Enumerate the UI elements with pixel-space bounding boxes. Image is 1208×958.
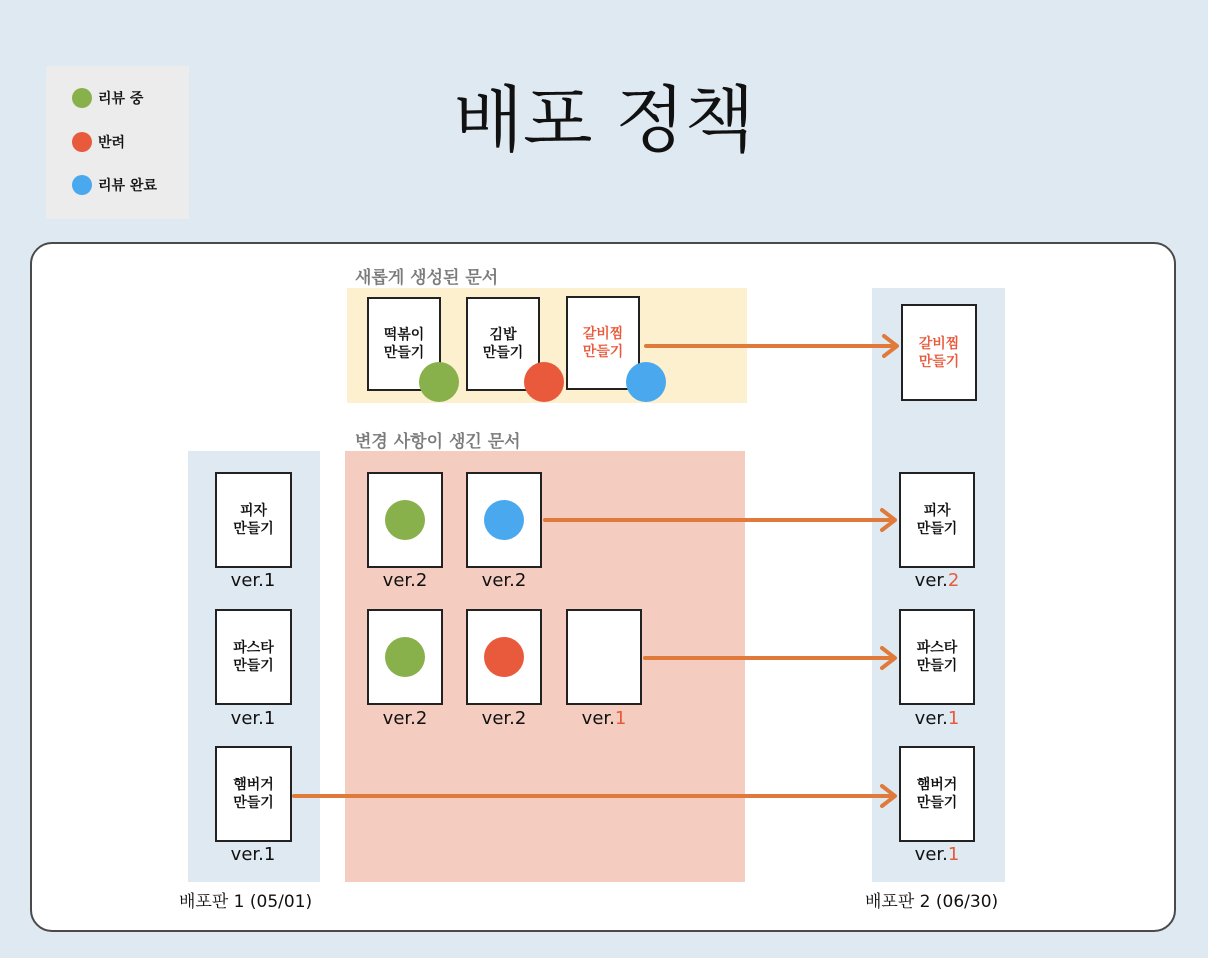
doc-title: 갈비찜 만들기 — [918, 335, 960, 370]
version-label: ver.1 — [581, 708, 627, 729]
doc-title: 파스타 만들기 — [233, 640, 274, 674]
version-label: ver.2 — [382, 708, 428, 729]
release2-label: 배포판 2 (06/30) — [865, 892, 999, 912]
legend-label-reviewing: 리뷰 중 — [98, 91, 144, 107]
version-label: ver.2 — [382, 570, 428, 591]
version-label: ver.2 — [914, 570, 960, 591]
doc-title: 떡볶이 만들기 — [383, 327, 425, 361]
version-label: ver.1 — [230, 844, 276, 865]
doc-title: 햄버거 만들기 — [233, 777, 274, 811]
page-title: 배포 정책 — [453, 78, 755, 162]
doc-title: 파스타 만들기 — [916, 640, 958, 674]
arrow-galbijjim — [646, 336, 897, 356]
doc-title: 피자 만들기 — [233, 503, 274, 537]
doc-title: 햄버거 만들기 — [916, 777, 958, 811]
changed-docs-label: 변경 사항이 생긴 문서 — [355, 432, 521, 452]
release1-label: 배포판 1 (05/01) — [179, 892, 313, 912]
new-docs-label: 새롭게 생성된 문서 — [355, 268, 499, 288]
doc-title: 피자 만들기 — [916, 503, 958, 537]
doc-title: 김밥 만들기 — [482, 327, 524, 361]
version-label: ver.1 — [914, 708, 960, 729]
arrow-hamburger — [294, 786, 895, 806]
version-label: ver.2 — [481, 708, 527, 729]
doc-title: 갈비찜 만들기 — [582, 326, 624, 360]
version-label: ver.2 — [481, 570, 527, 591]
arrow-pasta — [645, 648, 895, 668]
version-label: ver.1 — [230, 570, 276, 591]
legend-label-rejected: 반려 — [98, 135, 126, 151]
version-label: ver.1 — [914, 844, 960, 865]
legend-label-approved: 리뷰 완료 — [98, 178, 157, 194]
version-label: ver.1 — [230, 708, 276, 729]
arrow-pizza — [545, 510, 895, 530]
